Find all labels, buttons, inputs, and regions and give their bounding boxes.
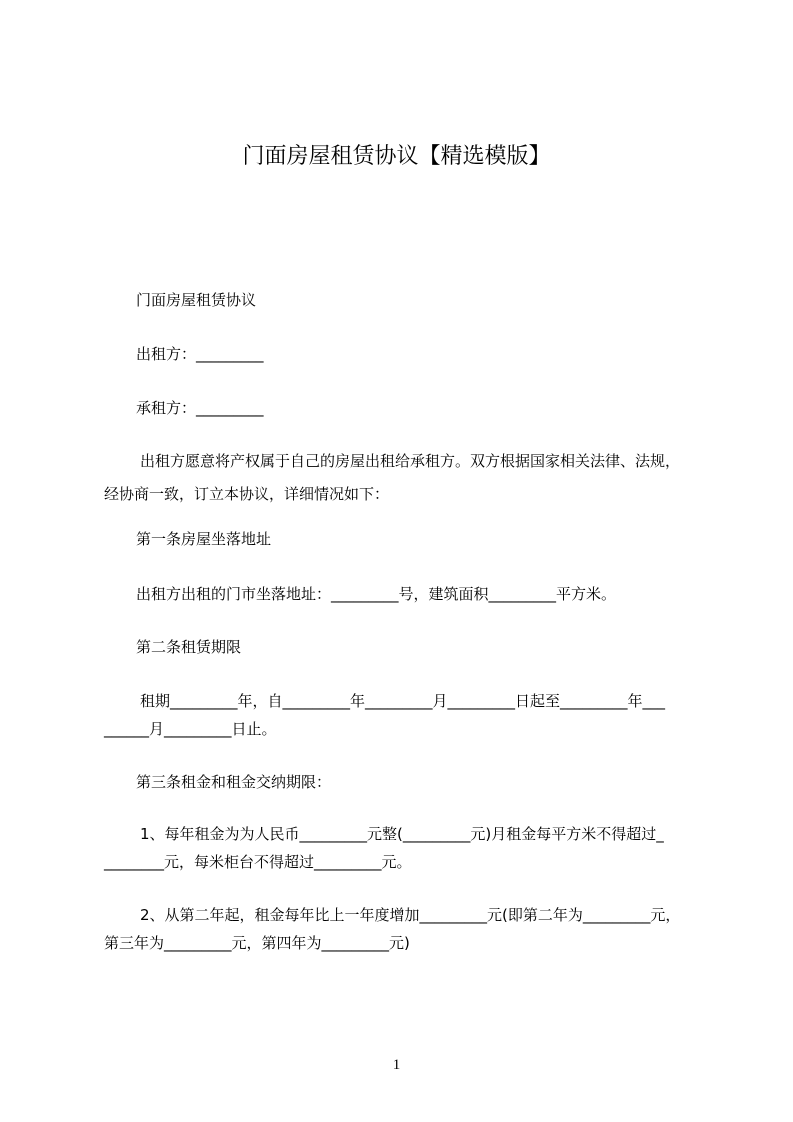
rent-clause-2-line-2: 第三年为_________元，第四年为_________元) [104,934,410,952]
lessor-line: 出租方：_________ [136,345,264,363]
rent-clause-1-line-1: 1、每年租金为为人民币_________元整(_________元)月租金每平方米不得超过_ [140,825,664,843]
article-2-heading: 第二条租赁期限 [136,638,242,656]
agreement-heading: 门面房屋租赁协议 [136,291,257,309]
lease-term-line-2: ______月_________日止。 [104,720,277,738]
article-1-heading: 第一条房屋坐落地址 [136,530,272,548]
rent-clause-2-line-1: 2、从第二年起，租金每年比上一年度增加_________元(即第二年为_________元， [140,906,681,924]
article-3-heading: 第三条租金和租金交纳期限： [136,773,332,791]
intro-paragraph-line-2: 经协商一致，订立本协议，详细情况如下： [104,485,390,503]
address-clause: 出租方出租的门市坐落地址：_________号，建筑面积_________平方米。 [136,585,617,603]
rent-clause-1-line-2: ________元，每米柜台不得超过_________元。 [104,853,412,871]
page-number: 1 [392,1057,401,1073]
intro-paragraph-line-1: 出租方愿意将产权属于自己的房屋出租给承租方。双方根据国家相关法律、法规， [140,452,681,470]
document-title: 门面房屋租赁协议【精选模版】 [242,144,551,169]
lessee-line: 承租方：_________ [136,399,264,417]
lease-term-line-1: 租期_________年，自_________年_________月_________日起至_________年___ [140,692,666,710]
